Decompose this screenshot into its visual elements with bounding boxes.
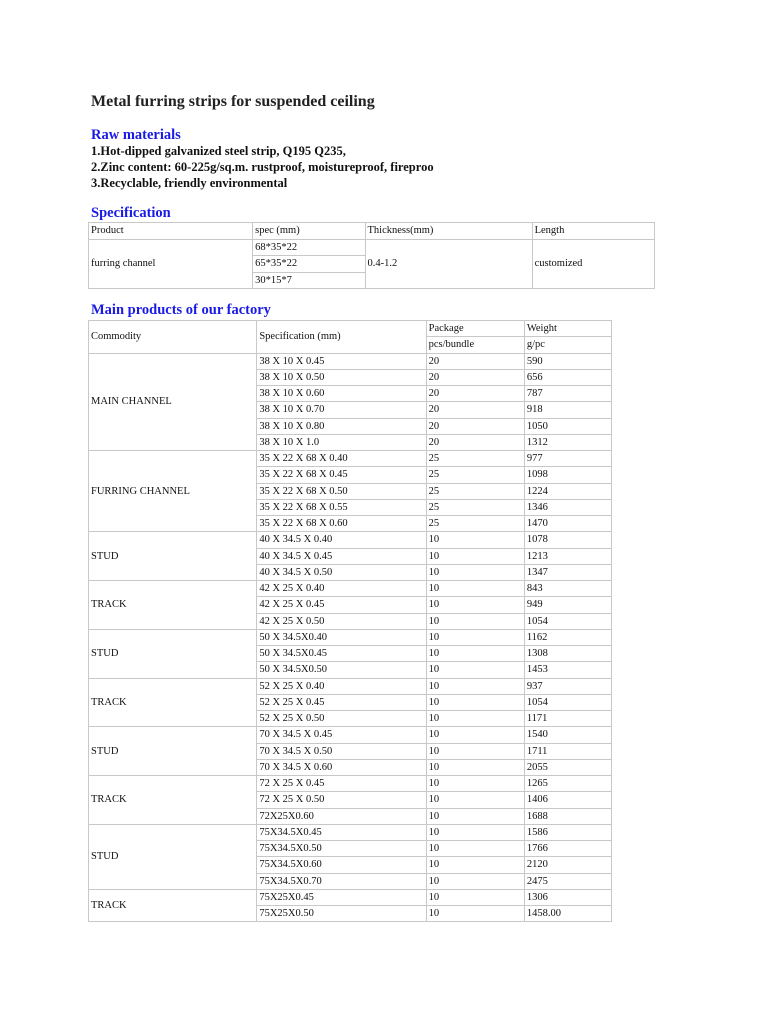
weight-cell: 1470 [524, 516, 611, 532]
spec-cell: 70 X 34.5 X 0.60 [257, 759, 426, 775]
package-cell: 10 [426, 824, 524, 840]
table-row [89, 824, 612, 840]
package-header: Package [426, 321, 524, 337]
weight-cell: 1054 [524, 694, 611, 710]
weight-cell: 918 [524, 402, 611, 418]
package-cell: 25 [426, 516, 524, 532]
raw-materials-list [91, 143, 434, 191]
spec-cell: 38 X 10 X 0.70 [257, 402, 426, 418]
weight-cell: 787 [524, 386, 611, 402]
spec-cell: 75X34.5X0.50 [257, 841, 426, 857]
spec-cell: 40 X 34.5 X 0.50 [257, 564, 426, 580]
weight-cell: 1347 [524, 564, 611, 580]
spec-cell: 42 X 25 X 0.50 [257, 613, 426, 629]
raw-material-item: 2.Zinc content: 60-225g/sq.m. rustproof, moistureproof, fireproo [91, 160, 434, 174]
package-cell: 10 [426, 759, 524, 775]
weight-cell: 1224 [524, 483, 611, 499]
package-cell: 25 [426, 451, 524, 467]
spec-cell: 72X25X0.60 [257, 808, 426, 824]
commodity-cell: STUD [89, 824, 257, 889]
spec-cell: 50 X 34.5X0.50 [257, 662, 426, 678]
weight-cell: 1711 [524, 743, 611, 759]
header-cell: Product [89, 223, 253, 240]
weight-cell: 1346 [524, 499, 611, 515]
spec-cell: 52 X 25 X 0.40 [257, 678, 426, 694]
raw-material-item: 1.Hot-dipped galvanized steel strip, Q195 Q235, [91, 144, 346, 158]
package-cell: 10 [426, 678, 524, 694]
package-cell: 20 [426, 386, 524, 402]
spec-cell: 50 X 34.5X0.45 [257, 646, 426, 662]
weight-cell: 1458.00 [524, 906, 611, 922]
thickness-cell: 0.4-1.2 [365, 239, 532, 289]
raw-materials-heading: Raw materials [91, 127, 181, 143]
package-cell: 20 [426, 418, 524, 434]
commodity-header: Commodity [89, 321, 257, 354]
weight-cell: 937 [524, 678, 611, 694]
package-cell: 10 [426, 889, 524, 905]
spec-cell: 38 X 10 X 1.0 [257, 434, 426, 450]
package-cell: 10 [426, 857, 524, 873]
products-table-body [89, 353, 612, 922]
weight-cell: 656 [524, 369, 611, 385]
spec-cell: 35 X 22 X 68 X 0.50 [257, 483, 426, 499]
spec-cell: 75X34.5X0.70 [257, 873, 426, 889]
commodity-cell: FURRING CHANNEL [89, 451, 257, 532]
specification-table [88, 222, 655, 289]
table-header-row [89, 321, 612, 337]
table-header-row [89, 223, 655, 240]
table-row [89, 727, 612, 743]
spec-cell: 42 X 25 X 0.40 [257, 581, 426, 597]
spec-cell: 70 X 34.5 X 0.45 [257, 727, 426, 743]
weight-cell: 949 [524, 597, 611, 613]
table-row [89, 451, 612, 467]
package-cell: 20 [426, 402, 524, 418]
spec-cell: 35 X 22 X 68 X 0.55 [257, 499, 426, 515]
spec-cell: 72 X 25 X 0.50 [257, 792, 426, 808]
weight-cell: 1098 [524, 467, 611, 483]
spec-cell: 40 X 34.5 X 0.45 [257, 548, 426, 564]
table-row [89, 239, 655, 256]
page-title: Metal furring strips for suspended ceiling [91, 93, 375, 110]
package-cell: 25 [426, 467, 524, 483]
package-unit-header: pcs/bundle [426, 337, 524, 353]
package-cell: 20 [426, 369, 524, 385]
weight-cell: 2055 [524, 759, 611, 775]
table-row [89, 353, 612, 369]
weight-cell: 2120 [524, 857, 611, 873]
raw-material-item: 3.Recyclable, friendly environmental [91, 176, 288, 190]
weight-cell: 1054 [524, 613, 611, 629]
commodity-cell: STUD [89, 727, 257, 776]
table-row [89, 889, 612, 905]
weight-cell: 1586 [524, 824, 611, 840]
package-cell: 10 [426, 743, 524, 759]
table-row [89, 678, 612, 694]
package-cell: 10 [426, 873, 524, 889]
package-cell: 10 [426, 662, 524, 678]
package-cell: 25 [426, 483, 524, 499]
header-cell: Thickness(mm) [365, 223, 532, 240]
spec-cell: 75X25X0.45 [257, 889, 426, 905]
spec-cell: 68*35*22 [253, 239, 365, 256]
weight-cell: 1050 [524, 418, 611, 434]
weight-cell: 1540 [524, 727, 611, 743]
package-cell: 10 [426, 841, 524, 857]
weight-cell: 1078 [524, 532, 611, 548]
weight-cell: 2475 [524, 873, 611, 889]
specification-header: Specification (mm) [257, 321, 426, 354]
weight-cell: 1213 [524, 548, 611, 564]
package-cell: 20 [426, 353, 524, 369]
spec-cell: 35 X 22 X 68 X 0.60 [257, 516, 426, 532]
weight-cell: 1306 [524, 889, 611, 905]
weight-cell: 1453 [524, 662, 611, 678]
package-cell: 25 [426, 499, 524, 515]
weight-cell: 977 [524, 451, 611, 467]
package-cell: 10 [426, 597, 524, 613]
weight-header: Weight [524, 321, 611, 337]
spec-cell: 35 X 22 X 68 X 0.45 [257, 467, 426, 483]
package-cell: 10 [426, 613, 524, 629]
spec-cell: 75X34.5X0.45 [257, 824, 426, 840]
spec-cell: 52 X 25 X 0.45 [257, 694, 426, 710]
spec-cell: 50 X 34.5X0.40 [257, 629, 426, 645]
weight-unit-header: g/pc [524, 337, 611, 353]
spec-cell: 35 X 22 X 68 X 0.40 [257, 451, 426, 467]
spec-cell: 40 X 34.5 X 0.40 [257, 532, 426, 548]
spec-cell: 52 X 25 X 0.50 [257, 711, 426, 727]
weight-cell: 1688 [524, 808, 611, 824]
spec-cell: 70 X 34.5 X 0.50 [257, 743, 426, 759]
header-cell: spec (mm) [253, 223, 365, 240]
commodity-cell: TRACK [89, 678, 257, 727]
spec-cell: 72 X 25 X 0.45 [257, 776, 426, 792]
weight-cell: 1308 [524, 646, 611, 662]
commodity-cell: TRACK [89, 581, 257, 630]
commodity-cell: TRACK [89, 776, 257, 825]
specification-heading: Specification [91, 205, 171, 221]
spec-cell: 30*15*7 [253, 272, 365, 289]
package-cell: 10 [426, 694, 524, 710]
weight-cell: 590 [524, 353, 611, 369]
weight-cell: 1162 [524, 629, 611, 645]
table-row [89, 532, 612, 548]
products-heading: Main products of our factory [91, 302, 271, 318]
header-cell: Length [532, 223, 654, 240]
package-cell: 10 [426, 727, 524, 743]
weight-cell: 1406 [524, 792, 611, 808]
weight-cell: 1265 [524, 776, 611, 792]
package-cell: 10 [426, 548, 524, 564]
commodity-cell: STUD [89, 532, 257, 581]
spec-cell: 38 X 10 X 0.45 [257, 353, 426, 369]
weight-cell: 1766 [524, 841, 611, 857]
spec-cell: 75X25X0.50 [257, 906, 426, 922]
product-cell: furring channel [89, 239, 253, 289]
commodity-cell: TRACK [89, 889, 257, 922]
weight-cell: 1171 [524, 711, 611, 727]
commodity-cell: STUD [89, 629, 257, 678]
package-cell: 10 [426, 581, 524, 597]
table-row [89, 629, 612, 645]
table-row [89, 581, 612, 597]
package-cell: 10 [426, 776, 524, 792]
spec-cell: 65*35*22 [253, 256, 365, 273]
spec-cell: 38 X 10 X 0.80 [257, 418, 426, 434]
commodity-cell: MAIN CHANNEL [89, 353, 257, 451]
package-cell: 10 [426, 564, 524, 580]
spec-cell: 75X34.5X0.60 [257, 857, 426, 873]
package-cell: 10 [426, 532, 524, 548]
spec-cell: 38 X 10 X 0.50 [257, 369, 426, 385]
spec-cell: 38 X 10 X 0.60 [257, 386, 426, 402]
length-cell: customized [532, 239, 654, 289]
package-cell: 10 [426, 629, 524, 645]
products-table [88, 320, 612, 922]
weight-cell: 843 [524, 581, 611, 597]
package-cell: 10 [426, 711, 524, 727]
package-cell: 10 [426, 906, 524, 922]
package-cell: 10 [426, 792, 524, 808]
package-cell: 10 [426, 808, 524, 824]
package-cell: 10 [426, 646, 524, 662]
weight-cell: 1312 [524, 434, 611, 450]
table-row [89, 776, 612, 792]
spec-cell: 42 X 25 X 0.45 [257, 597, 426, 613]
package-cell: 20 [426, 434, 524, 450]
